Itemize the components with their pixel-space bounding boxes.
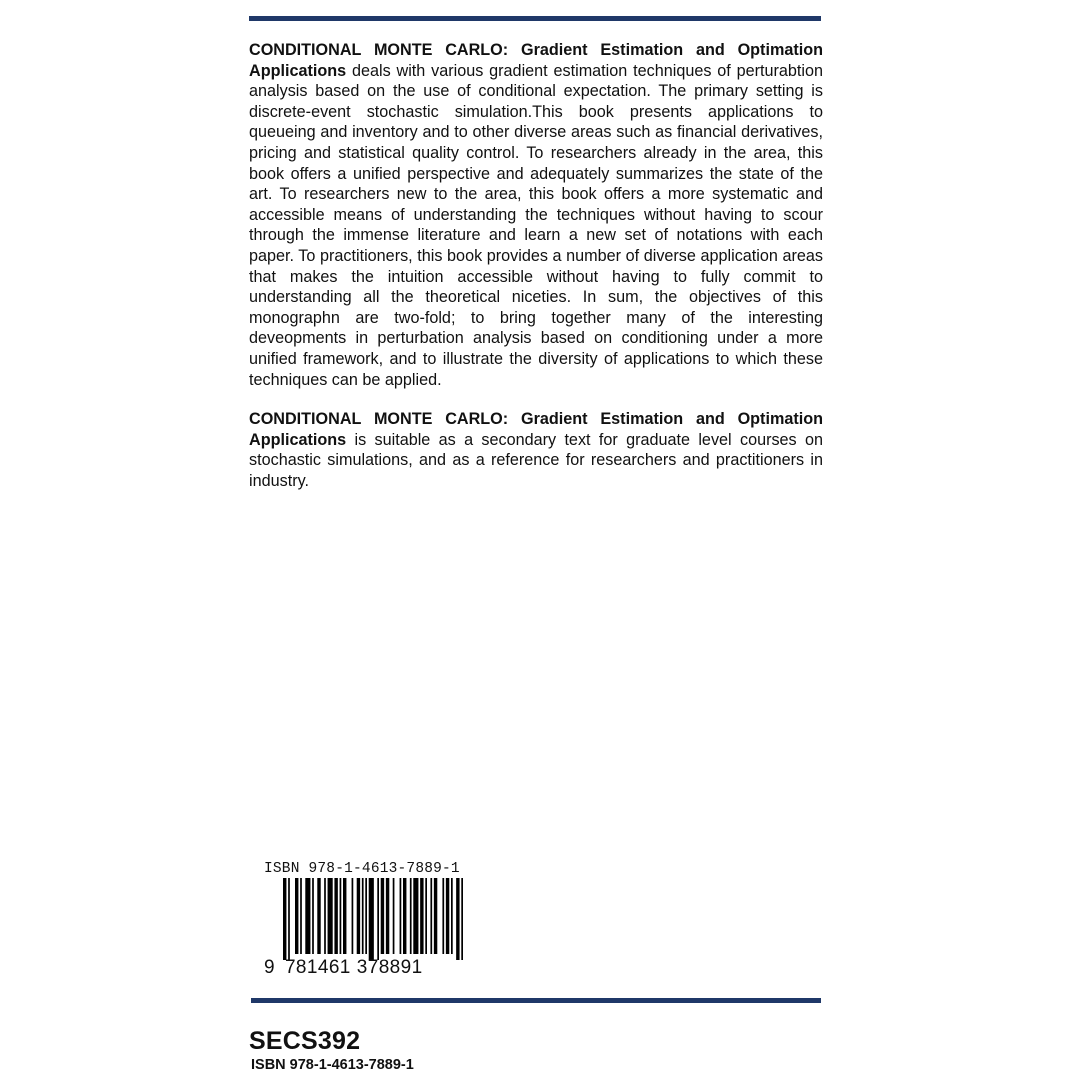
book-title-bold: CONDITIONAL MONTE CARLO: Gradient Estimation and Optimation Applications [249,410,823,449]
barcode-bar [324,878,326,954]
isbn-barcode [283,878,463,960]
barcode-bar [300,878,302,954]
barcode-bar [369,878,374,960]
barcode-bar [283,878,286,960]
barcode-bar [357,878,360,954]
description-text-2: is suitable as a secondary text for graduate level courses on stochastic simulations, and as a reference for researchers and practitioners in industry. [249,430,823,490]
bottom-rule [251,998,821,1003]
barcode-bar [446,878,449,954]
book-title-bold: CONDITIONAL MONTE CARLO: Gradient Estimation and Optimation Applications [249,41,823,80]
barcode-bar [430,878,432,954]
barcode-bar [362,878,364,954]
barcode-bar [413,878,418,954]
barcode-bar [425,878,427,954]
barcode-bar [312,878,314,954]
top-rule [249,16,821,21]
barcode-bar [381,878,384,954]
barcode-bar [386,878,389,954]
barcode-digits [264,957,423,979]
barcode-bar [377,878,379,960]
barcode-bar [288,878,290,960]
barcode-bar [442,878,444,954]
barcode-bar [317,878,320,954]
description-text-1: deals with various gradient estimation techniques of perturabtion analysis based on the use of conditional expectation. The primary setting is discrete-event stochastic simulation.This book presents applications to queueing and inventory and to other diverse areas such as financial derivatives, pricing and statistical quality control. To researchers already in the area, this book offers a unified perspective and adequately summarizes the state of the art. To researchers new to the area, this book offers a more systematic and accessible means of understanding the techniques without having to scour through the immense literature and learn a new set of notations with each paper. To practitioners, this book provides a number of diverse application areas that makes the intuition accessible without having to fully commit to understanding all the theoretical niceties. In sum, the objectives of this monographn are two-fold; to bring together many of the interesting deveopments in perturbation analysis based on conditioning under a more unified framework, and to illustrate the diversity of applications to which these techniques can be applied. [249,61,823,389]
series-code: SECS392 [249,1027,361,1055]
barcode-bar [295,878,298,954]
barcode-bar [328,878,333,954]
barcode-bar [393,878,395,954]
barcode-bar [352,878,354,954]
barcode-bar [410,878,412,954]
barcode-digit-lead: 9 [264,957,275,978]
footer-isbn: ISBN 978-1-4613-7889-1 [251,1057,414,1073]
barcode-digit-group-2: 378891 [356,957,423,978]
barcode-digit-group-1: 781461 [284,957,351,978]
barcode-bar [461,878,463,960]
barcode-bar [334,878,337,954]
barcode-bar [365,878,367,954]
barcode-bar [456,878,459,960]
barcode-bar [403,878,406,954]
barcode-bar [400,878,402,954]
barcode-bar [434,878,437,954]
barcode-bar [343,878,346,954]
description-paragraph-1 [249,40,823,390]
description-paragraph-2 [249,409,823,491]
barcode-bar [340,878,342,954]
barcode-isbn-label: ISBN 978-1-4613-7889-1 [264,861,460,877]
barcode-bar [305,878,310,954]
barcode-bar [420,878,423,954]
barcode-bar [451,878,453,954]
